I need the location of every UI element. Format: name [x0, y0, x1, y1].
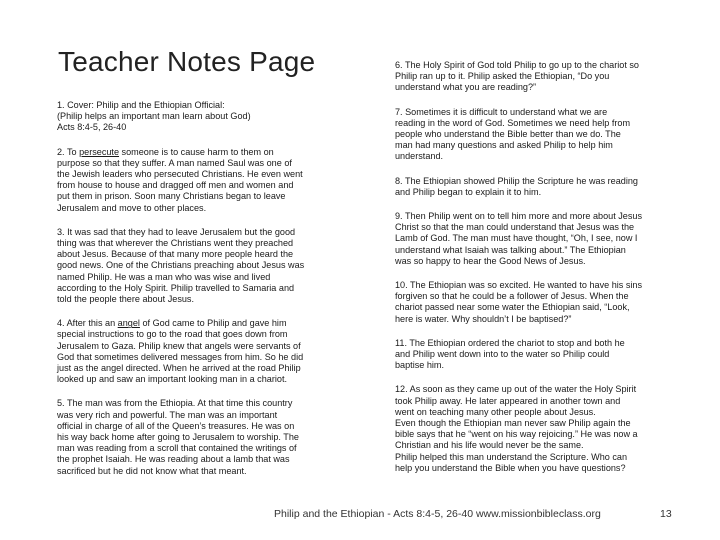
note-line: 3. It was sad that they had to leave Jerusalem but the good [57, 226, 296, 237]
note-line: 6. The Holy Spirit of God told Philip to go up to the chariot so [395, 60, 639, 70]
footer-caption: Philip and the Ethiopian - Acts 8:4-5, 26-40 www.missionbibleclass.org [274, 508, 601, 520]
note-line: Christian and his life would never be the same. [395, 440, 584, 451]
underlined-term: persecute [79, 146, 120, 157]
note-paragraph [395, 384, 678, 474]
note-line: looked up and saw an important looking man in a chariot. [57, 374, 288, 385]
note-line [57, 318, 332, 329]
note-line: Even though the Ethiopian man never saw Philip again the [395, 418, 631, 429]
note-paragraph [57, 100, 332, 134]
note-paragraph [395, 211, 678, 267]
note-line [57, 147, 332, 158]
note-paragraph [395, 176, 678, 198]
note-line: God that sometimes delivered messages from him. So he did [57, 351, 304, 362]
note-line: 5. The man was from the Ethiopia. At that time this country [57, 398, 293, 409]
note-line: and Philip began to explain it to him. [395, 186, 542, 197]
note-line: man was reading from a scroll that contained the writings of [57, 443, 297, 454]
note-line: (Philip helps an important man learn about God) [57, 111, 251, 122]
note-line: special instructions to go to the road that goes down from [57, 329, 288, 340]
note-line: here is water. Why shouldn’t I be baptised?” [395, 313, 572, 324]
note-line: from house to house and dragged off men and women and [57, 180, 294, 191]
note-line: 9. Then Philip went on to tell him more and more about Jesus [395, 211, 643, 222]
note-line: Acts 8:4-5, 26-40 [57, 122, 127, 133]
note-line: man had many questions and asked Philip to help him [395, 140, 613, 151]
note-line: went on teaching many other people about Jesus. [395, 406, 596, 417]
note-line-text: 4. After this an [57, 318, 118, 329]
note-paragraph [395, 280, 678, 325]
note-line: took Philip away. He later appeared in another town and [395, 395, 621, 406]
note-line: baptise him. [395, 360, 445, 371]
note-line: reading in the word of God. Sometimes we need help from [395, 117, 631, 128]
page-number: 13 [660, 508, 672, 520]
note-line: sacrificed but he did not know what that meant. [57, 465, 247, 476]
note-line: help you understand the Bible when you have questions? [395, 462, 626, 473]
note-line: purpose so that they suffer. A man named Saul was one of [57, 157, 292, 168]
note-line: Jerusalem to Gaza. Philip knew that angels were servants of [57, 340, 301, 351]
note-line: understand. [395, 151, 444, 162]
note-line: Lamb of God. The man must have thought, “Oh, I see, now I [395, 233, 638, 244]
note-line: Philip helped this man understand the Scripture. Who can [395, 451, 628, 462]
note-line: bible says that he “went on his way rejoicing.” He was now a [395, 429, 638, 440]
note-paragraph [57, 147, 332, 214]
note-line: told the people there about Jesus. [57, 294, 195, 305]
note-line: forgiven so that he could be a follower of Jesus. When the [395, 291, 629, 302]
note-line: Jerusalem and move to other places. [57, 202, 207, 213]
right-notes-column [395, 60, 678, 487]
note-line: 10. The Ethiopian was so excited. He wanted to have his sins [395, 280, 643, 291]
note-line: the Jewish leaders who persecuted Christians. He even went [57, 169, 303, 180]
note-line-text: of God came to Philip and gave him [139, 318, 287, 329]
note-line: put them in prison. Soon many Christians began to leave [57, 191, 286, 202]
note-line: the prophet Isaiah. He was reading about a lamb that was [57, 454, 290, 465]
note-line: 12. As soon as they came up out of the water the Holy Spirit [395, 384, 637, 395]
note-line-text: someone is to cause harm to them on [119, 146, 274, 157]
note-line: 11. The Ethiopian ordered the chariot to stop and both he [395, 337, 625, 348]
note-paragraph [395, 338, 678, 372]
note-line: according to the Holy Spirit. Philip travelled to Samaria and [57, 282, 295, 293]
note-paragraph [395, 60, 678, 94]
note-line: named Philip. He was a man who was wise and lived [57, 271, 271, 282]
note-line: and Philip went down into to the water so Philip could [395, 349, 610, 360]
note-paragraph [395, 107, 678, 163]
note-line: official in charge of all of the Queen’s treasures. He was on [57, 420, 295, 431]
note-line: 7. Sometimes it is difficult to understand what we are [395, 106, 608, 117]
underlined-term: angel [117, 318, 140, 329]
note-line: understand what Isaiah was talking about.” The Ethiopian [395, 244, 626, 255]
note-line: his way back home after going to Jerusalem to worship. The [57, 432, 299, 443]
note-line: chariot passed near some water the Ethiopian said, “Look, [395, 302, 630, 313]
note-line: people who understand the Bible better than we do. The [395, 129, 621, 140]
note-paragraph [57, 227, 332, 305]
note-paragraph [57, 398, 332, 476]
page-title: Teacher Notes Page [58, 46, 316, 77]
note-line: Christ so that the man could understand that Jesus was the [395, 222, 635, 233]
note-line: good news. One of the Christians preaching about Jesus was [57, 260, 305, 271]
note-line: just as the angel directed. When he arrived at the road Philip [57, 363, 301, 374]
note-line: was very rich and powerful. The man was an important [57, 409, 278, 420]
note-line: 8. The Ethiopian showed Philip the Scripture he was reading [395, 175, 638, 186]
note-line: about Jesus. Because of that many more people heard the [57, 249, 294, 260]
note-line-text: 2. To [57, 146, 80, 157]
note-paragraph [57, 318, 332, 385]
note-line: Philip ran up to it. Philip asked the Ethiopian, “Do you [395, 71, 610, 82]
note-line: 1. Cover: Philip and the Ethiopian Official: [57, 100, 225, 110]
note-line: understand what you are reading?” [395, 82, 537, 93]
left-notes-column [57, 100, 332, 490]
note-line: thing was that wherever the Christians went they preached [57, 238, 294, 249]
note-line: was so happy to hear the Good News of Jesus. [395, 255, 586, 266]
